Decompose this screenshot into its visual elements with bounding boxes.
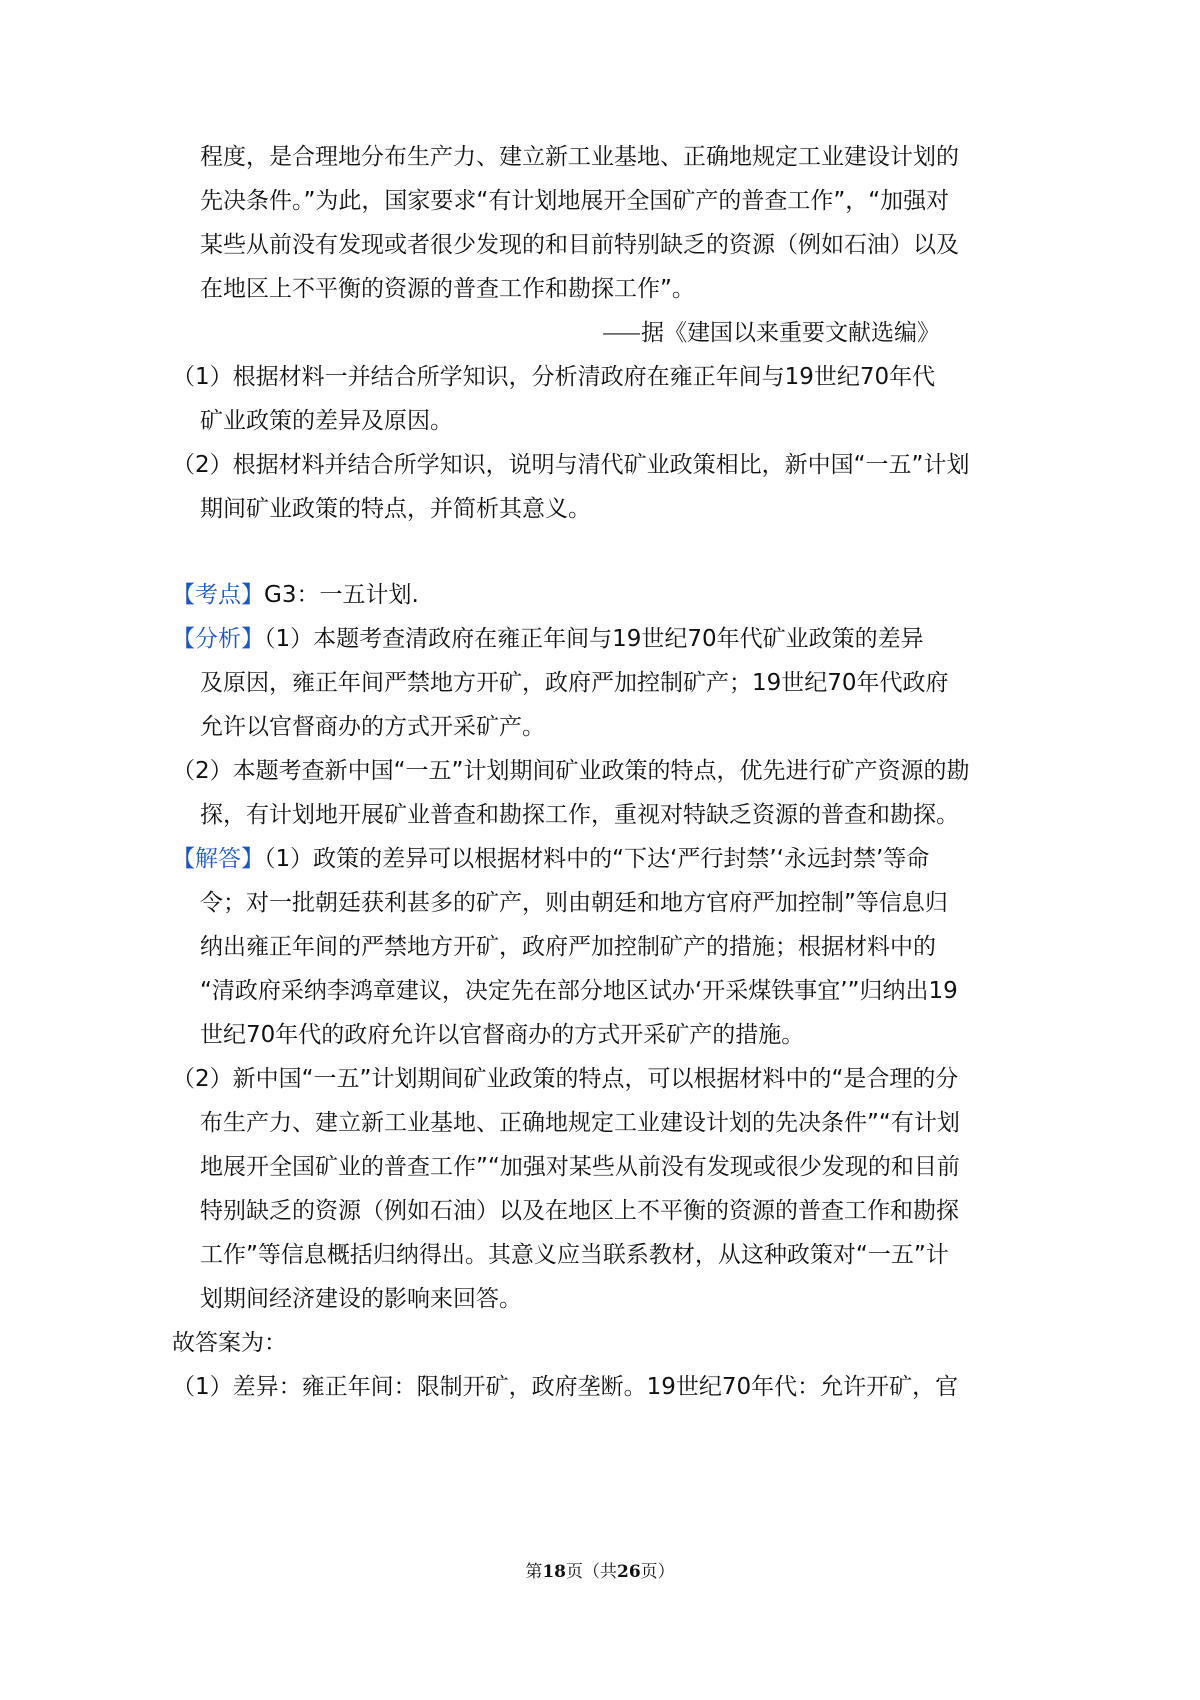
- footer-prefix: 第: [525, 1562, 543, 1582]
- answer-intro: 故答案为：: [172, 1330, 287, 1356]
- kaodian-tag: 【考点】: [172, 582, 264, 608]
- material-line: 某些从前没有发现或者很少发现的和目前特别缺乏的资源（例如石油）以及: [200, 232, 959, 258]
- jieda-line: （2）新中国“一五”计划期间矿业政策的特点，可以根据材料中的“是合理的分: [172, 1066, 959, 1092]
- fenxi-line: 探，有计划地开展矿业普查和勘探工作，重视对特缺乏资源的普查和勘探。: [200, 802, 959, 828]
- fenxi-tag: 【分析】: [172, 626, 264, 652]
- material-line: 程度，是合理地分布生产力、建立新工业基地、正确地规定工业建设计划的: [200, 144, 959, 170]
- jieda-tag: 【解答】: [172, 846, 264, 872]
- fenxi-line: [172, 616, 942, 662]
- page-number: 18: [542, 1562, 566, 1582]
- material-line: 先决条件。”为此，国家要求“有计划地展开全国矿产的普查工作”，“加强对: [200, 188, 950, 214]
- jieda-text: （1）政策的差异可以根据材料中的“下达‘严行封禁’‘永远封禁’等命: [264, 846, 930, 872]
- kaodian-line: [172, 572, 942, 618]
- jieda-line: “清政府采纳李鸿章建议，决定先在部分地区试办‘开采煤铁事宜’”归纳出19: [200, 978, 958, 1004]
- material-line: 在地区上不平衡的资源的普查工作和勘探工作”。: [200, 276, 695, 302]
- question-1: （1）根据材料一并结合所学知识，分析清政府在雍正年间与19世纪70年代: [172, 364, 936, 390]
- footer-suffix: 页）: [640, 1562, 675, 1582]
- page-footer: [0, 1557, 1200, 1582]
- fenxi-text: （1）本题考查清政府在雍正年间与19世纪70年代矿业政策的差异: [264, 626, 924, 652]
- jieda-line: 划期间经济建设的影响来回答。: [200, 1286, 522, 1312]
- fenxi-line: 及原因，雍正年间严禁地方开矿，政府严加控制矿产；19世纪70年代政府: [200, 670, 949, 696]
- question-1-cont: 矿业政策的差异及原因。: [200, 408, 453, 434]
- footer-mid: 页（共: [566, 1562, 617, 1582]
- jieda-line: [172, 836, 942, 882]
- jieda-line: 世纪70年代的政府允许以官督商办的方式开采矿产的措施。: [200, 1022, 805, 1048]
- question-2: （2）根据材料并结合所学知识，说明与清代矿业政策相比，新中国“一五”计划: [172, 452, 970, 478]
- jieda-line: 特别缺乏的资源（例如石油）以及在地区上不平衡的资源的普查工作和勘探: [200, 1198, 959, 1224]
- fenxi-line: 允许以官督商办的方式开采矿产。: [200, 714, 545, 740]
- jieda-line: 纳出雍正年间的严禁地方开矿，政府严加控制矿产的措施；根据材料中的: [200, 934, 936, 960]
- jieda-line: 布生产力、建立新工业基地、正确地规定工业建设计划的先决条件”“有计划: [200, 1110, 960, 1136]
- jieda-line: 工作”等信息概括归纳得出。其意义应当联系教材，从这种政策对“一五”计: [200, 1242, 949, 1268]
- question-2-cont: 期间矿业政策的特点，并简析其意义。: [200, 496, 591, 522]
- jieda-line: 令；对一批朝廷获利甚多的矿产，则由朝廷和地方官府严加控制”等信息归: [200, 890, 948, 916]
- fenxi-line: （2）本题考查新中国“一五”计划期间矿业政策的特点，优先进行矿产资源的勘: [172, 758, 970, 784]
- answer-line: （1）差异：雍正年间：限制开矿，政府垄断。19世纪70年代：允许开矿，官: [172, 1374, 959, 1400]
- kaodian-text: G3：一五计划.: [264, 582, 419, 608]
- total-pages: 26: [617, 1562, 641, 1582]
- material-source: ⸺据《建国以来重要文献选编》: [602, 320, 940, 346]
- jieda-line: 地展开全国矿业的普查工作”“加强对某些从前没有发现或很少发现的和目前: [200, 1154, 960, 1180]
